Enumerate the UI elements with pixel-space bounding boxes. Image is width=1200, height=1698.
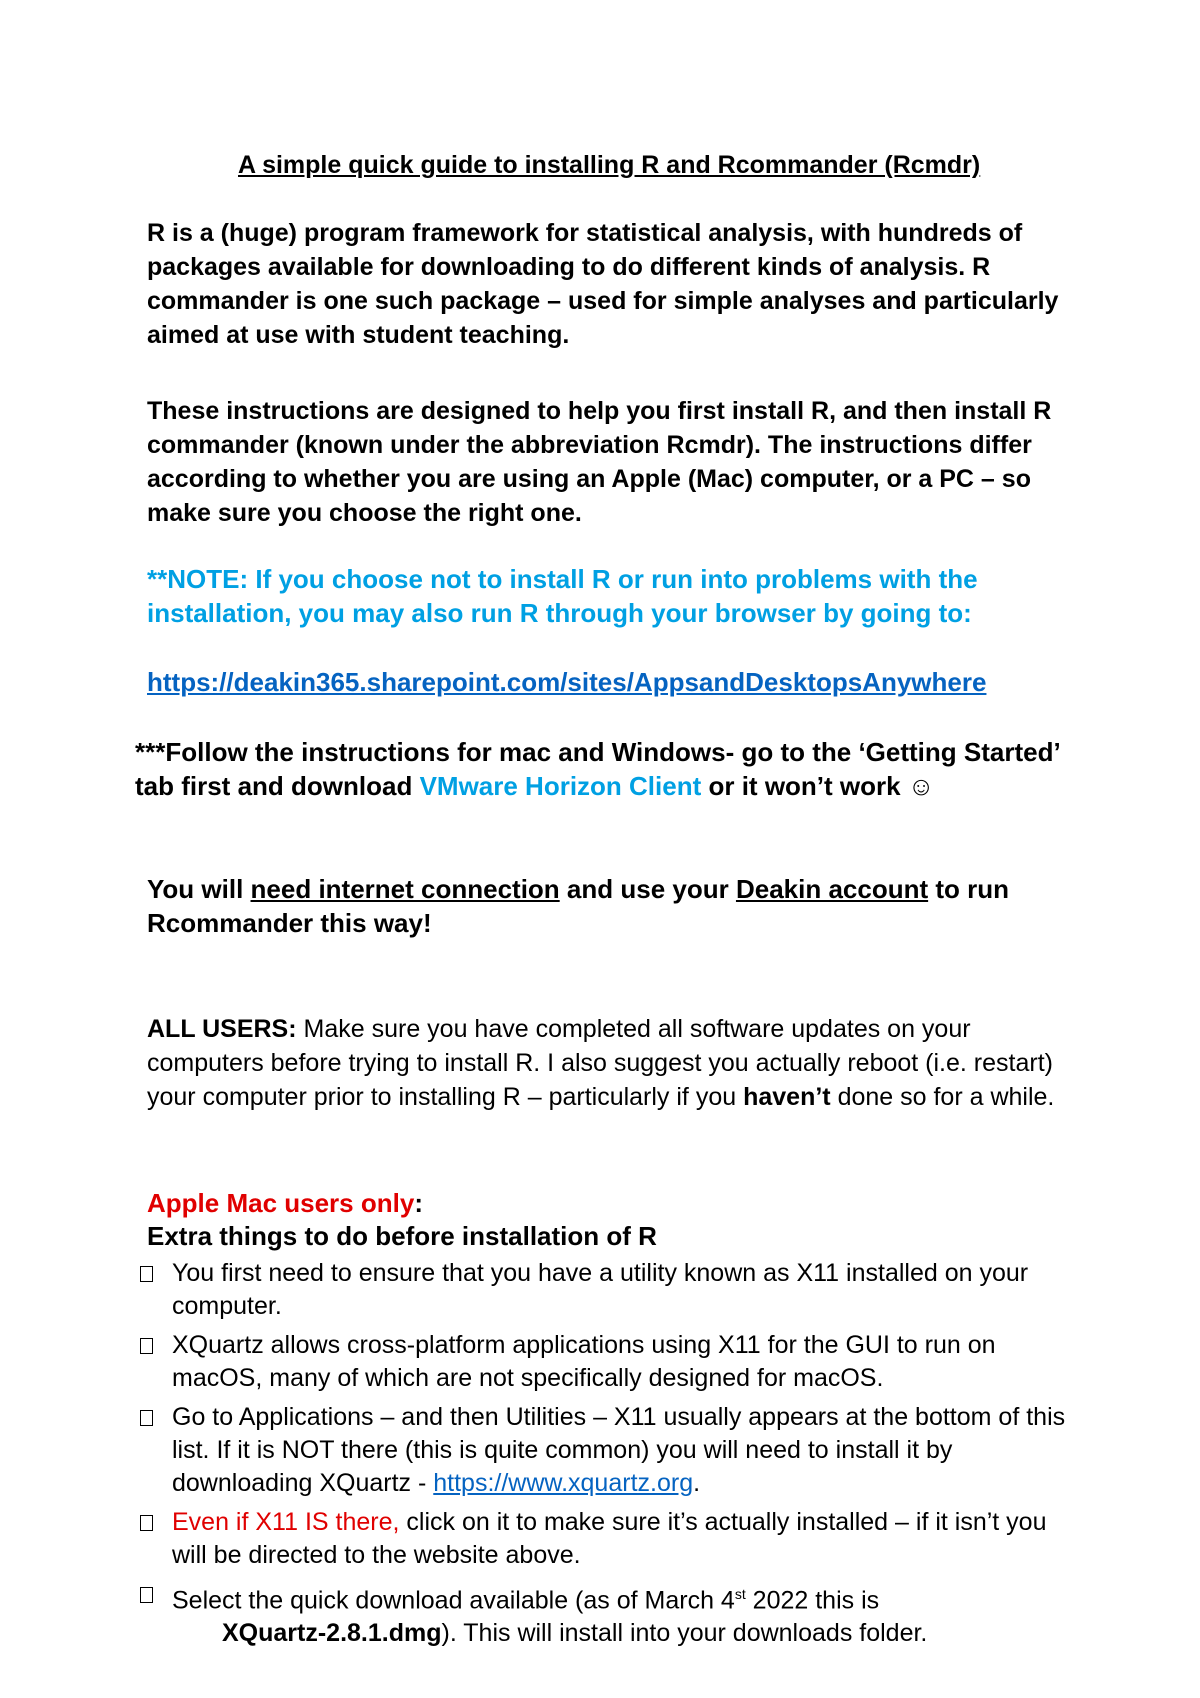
mac-extra-heading: Extra things to do before installation of R	[147, 1221, 657, 1251]
step-warning: Even if X11 IS there,	[172, 1508, 400, 1536]
mac-steps-list	[140, 1257, 1080, 1656]
vmware-client-text: VMware Horizon Client	[419, 771, 702, 801]
checkbox-icon	[140, 1515, 153, 1531]
all-users-paragraph	[147, 1012, 1077, 1114]
internet-requirement: need internet connection	[250, 874, 560, 904]
all-users-label: ALL USERS:	[147, 1015, 297, 1043]
requirements-text-end: to run Rcommander this way!	[147, 874, 1009, 938]
requirements-text: You will	[147, 874, 251, 904]
step-text: Go to Applications – and then Utilities – X11 usually appears at the bottom of this list. If it is NOT there (this is quite common) you will need to install it by downloading XQuartz -	[172, 1403, 1066, 1497]
step-text: You first need to ensure that you have a utility known as X11 installed on your computer.	[172, 1259, 1029, 1320]
mac-heading-colon: :	[414, 1188, 423, 1218]
follow-text-end: or it won’t work ☺	[701, 771, 935, 801]
xquartz-link[interactable]: https://www.xquartz.org	[433, 1469, 694, 1497]
checkbox-icon	[140, 1410, 153, 1426]
checkbox-icon	[140, 1266, 153, 1282]
page-title: A simple quick guide to installing R and Rcommander (Rcmdr)	[238, 151, 981, 179]
step-text: Select the quick download available (as of March 4	[172, 1586, 735, 1615]
step-text: click on it to make sure it’s actually installed – if it isn’t you will be directed to the website above.	[172, 1508, 1047, 1569]
checkbox-icon	[140, 1338, 153, 1354]
list-item	[140, 1401, 1080, 1500]
intro-paragraph: R is a (huge) program framework for statistical analysis, with hundreds of packages available for downloading to do different kinds of analysis. R commander is one such package – used for simple analyses and particularly aimed at use with student teaching.	[147, 219, 1059, 349]
requirements-paragraph	[147, 872, 1077, 940]
note-paragraph: **NOTE: If you choose not to install R or run into problems with the installation, you may also run R through your browser by going to:	[147, 564, 978, 628]
mac-heading-label: Apple Mac users only	[147, 1188, 415, 1218]
follow-paragraph	[135, 735, 1075, 803]
step-text-line	[172, 1617, 1080, 1650]
step-text-end: ). This will install into your downloads folder.	[441, 1619, 928, 1648]
checkbox-icon	[140, 1587, 153, 1603]
list-item	[140, 1578, 1080, 1650]
step-text-year: 2022 this is	[745, 1586, 880, 1615]
browser-link[interactable]: https://deakin365.sharepoint.com/sites/AppsandDesktopsAnywhere	[147, 667, 987, 697]
instructions-paragraph: These instructions are designed to help you first install R, and then install R commander (known under the abbreviation Rcmdr). The instructions differ according to whether you are using an Apple (Mac) computer, or a PC – so make sure you choose the right one.	[147, 397, 1052, 527]
list-item	[140, 1329, 1080, 1395]
xquartz-filename: XQuartz-2.8.1.dmg	[222, 1619, 442, 1648]
step-text-end: .	[693, 1469, 701, 1497]
account-requirement: Deakin account	[735, 874, 929, 904]
step-text: XQuartz allows cross-platform applications using X11 for the GUI to run on macOS, many of which are not specifically designed for macOS.	[172, 1331, 996, 1392]
list-item	[140, 1257, 1080, 1323]
all-users-text: Make sure you have completed all software updates on your computers before trying to install R. I also suggest you actually reboot (i.e. restart) your computer prior to installing R – particularly if you	[147, 1015, 1053, 1111]
mac-section-heading	[147, 1186, 423, 1220]
list-item	[140, 1506, 1080, 1572]
all-users-end: done so for a while.	[830, 1083, 1055, 1111]
follow-text: ***Follow the instructions for mac and Windows- go to the ‘Getting Started’ tab first and download	[135, 737, 1060, 801]
ordinal-suffix: st	[734, 1586, 746, 1602]
requirements-text-mid: and use your	[559, 874, 736, 904]
all-users-bold: haven’t	[743, 1083, 831, 1111]
